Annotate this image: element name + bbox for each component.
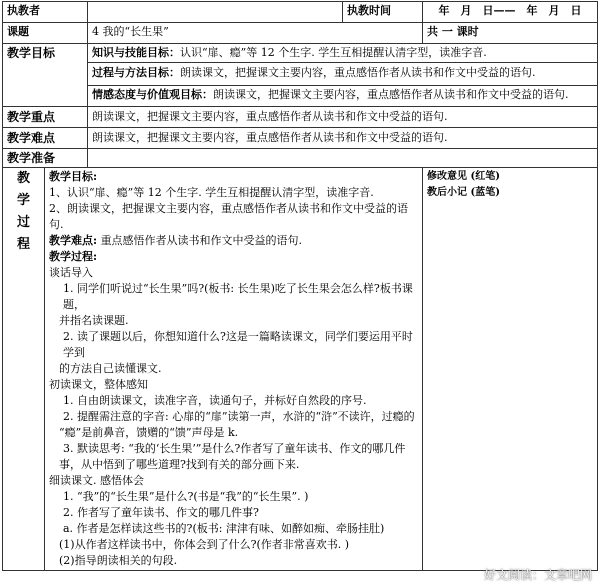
teacher-value: [88, 2, 343, 23]
side-char: 程: [16, 237, 30, 252]
preparation-value: [88, 149, 598, 168]
process-line: 的方法自己读懂课文.: [59, 362, 162, 375]
process-diff-label: 教学难点:: [49, 234, 98, 247]
knowledge-label: 知识与技能目标：: [92, 46, 180, 59]
process-line: 2. 读了课题以后，你想知道什么?这是一篇略读课文，同学们要运用平时学到: [63, 330, 413, 359]
side-char: 学: [16, 193, 30, 208]
goals-label: 教学目标: [3, 44, 88, 107]
time-label: 执教时间: [343, 2, 423, 23]
process-goal-1: 1、认识“扉、瘾”等 12 个生字. 学生互相提醒认清字型，读准字音.: [49, 186, 374, 199]
emotion-goal: [88, 86, 597, 106]
process-line: (1)从作者这样读书中，你体会到了什么?(作者非常喜欢书. ): [59, 538, 350, 551]
reflection-note-label: 教后小记 (蓝笔): [427, 187, 500, 198]
method-text: 朗读课文，把握课文主要内容，重点感悟作者从读书和作文中受益的语句.: [180, 66, 536, 79]
process-line: 细读课文. 感悟体会: [49, 474, 144, 487]
emotion-text: 朗读课文，把握课文主要内容，重点感悟作者从读书和作文中受益的语句.: [213, 88, 569, 101]
process-line: 事，从中悟到了哪些道理?找到有关的部分画下来.: [59, 458, 300, 471]
process-goal-2: 2、朗读课文，把握课文主要内容，重点感悟作者从读书和作文中受益的语句.: [49, 202, 408, 231]
time-value: 年 月 日—— 年 月 日: [423, 2, 598, 23]
teacher-label: 执教者: [3, 2, 88, 23]
topic-label: 课题: [3, 23, 88, 44]
process-line: 谈话导入: [49, 266, 93, 279]
key-points-label: 教学重点: [3, 107, 88, 128]
process-line: 1. “我”的“长生果”是什么?(书是“我”的“长生果”. ): [63, 490, 309, 503]
process-line: “瘾”是前鼻音，馈赠的“馈”声母是 k.: [59, 426, 239, 439]
difficulties-label: 教学难点: [3, 128, 88, 149]
revision-note-label: 修改意见 (红笔): [427, 171, 500, 182]
hours-value: 共 一 课时: [423, 23, 598, 44]
topic-value: 4 我的“长生果”: [88, 23, 423, 44]
process-line: 2. 提醒需注意的字音: 心扉的“扉”读第一声，水浒的“浒”不读许，过瘾的: [63, 410, 415, 423]
emotion-label: 情感态度与价值观目标：: [92, 88, 213, 101]
process-side-label: [3, 168, 45, 571]
process-line: 3. 默读思考: “我的‘长生果’”是什么?作者写了童年读书、作文的哪几件: [63, 442, 406, 455]
process-line: 初读课文，整体感知: [49, 378, 148, 391]
knowledge-text: 认识“扉、瘾”等 12 个生字. 学生互相提醒认清字型，读准字音.: [180, 46, 487, 59]
preparation-label: 教学准备: [3, 149, 88, 168]
process-line: 1. 自由朗读课文，读准字音，读通句子，并标好自然段的序号.: [63, 394, 367, 407]
process-line: 并指名读课题.: [59, 314, 129, 327]
process-line: 2. 作者写了童年读书、作文的哪几件事?: [63, 506, 259, 519]
process-goal-label: 教学目标:: [49, 170, 98, 183]
process-diff-text: 重点感悟作者从读书和作文中受益的语句.: [100, 234, 303, 247]
notes-column: [423, 168, 598, 571]
process-line: 1. 同学们听说过“长生果”吗?(板书: 长生果)吃了长生果会怎么样?板书课题，: [63, 282, 413, 311]
lesson-plan-table: [2, 1, 598, 571]
process-line: a. 作者是怎样读这些书的?(板书: 津津有味、如醉如痴、牵肠挂肚): [63, 522, 385, 535]
method-label: 过程与方法目标：: [92, 66, 180, 79]
key-points-text: 朗读课文，把握课文主要内容，重点感悟作者从读书和作文中受益的语句.: [88, 107, 598, 128]
process-label: 教学过程:: [49, 250, 98, 263]
side-char: 过: [16, 215, 30, 230]
difficulties-text: 朗读课文，把握课文主要内容，重点感悟作者从读书和作文中受益的语句.: [88, 128, 598, 149]
side-char: 教: [16, 171, 30, 186]
method-goal: [88, 63, 597, 86]
knowledge-goal: [88, 44, 597, 63]
watermark: 好文阅读：文章吧网: [483, 568, 592, 582]
process-content: [45, 168, 423, 571]
process-difficulty: [49, 233, 418, 249]
process-line: (2)指导朗读相关的句段.: [59, 554, 178, 567]
goals-cell: [88, 44, 598, 107]
